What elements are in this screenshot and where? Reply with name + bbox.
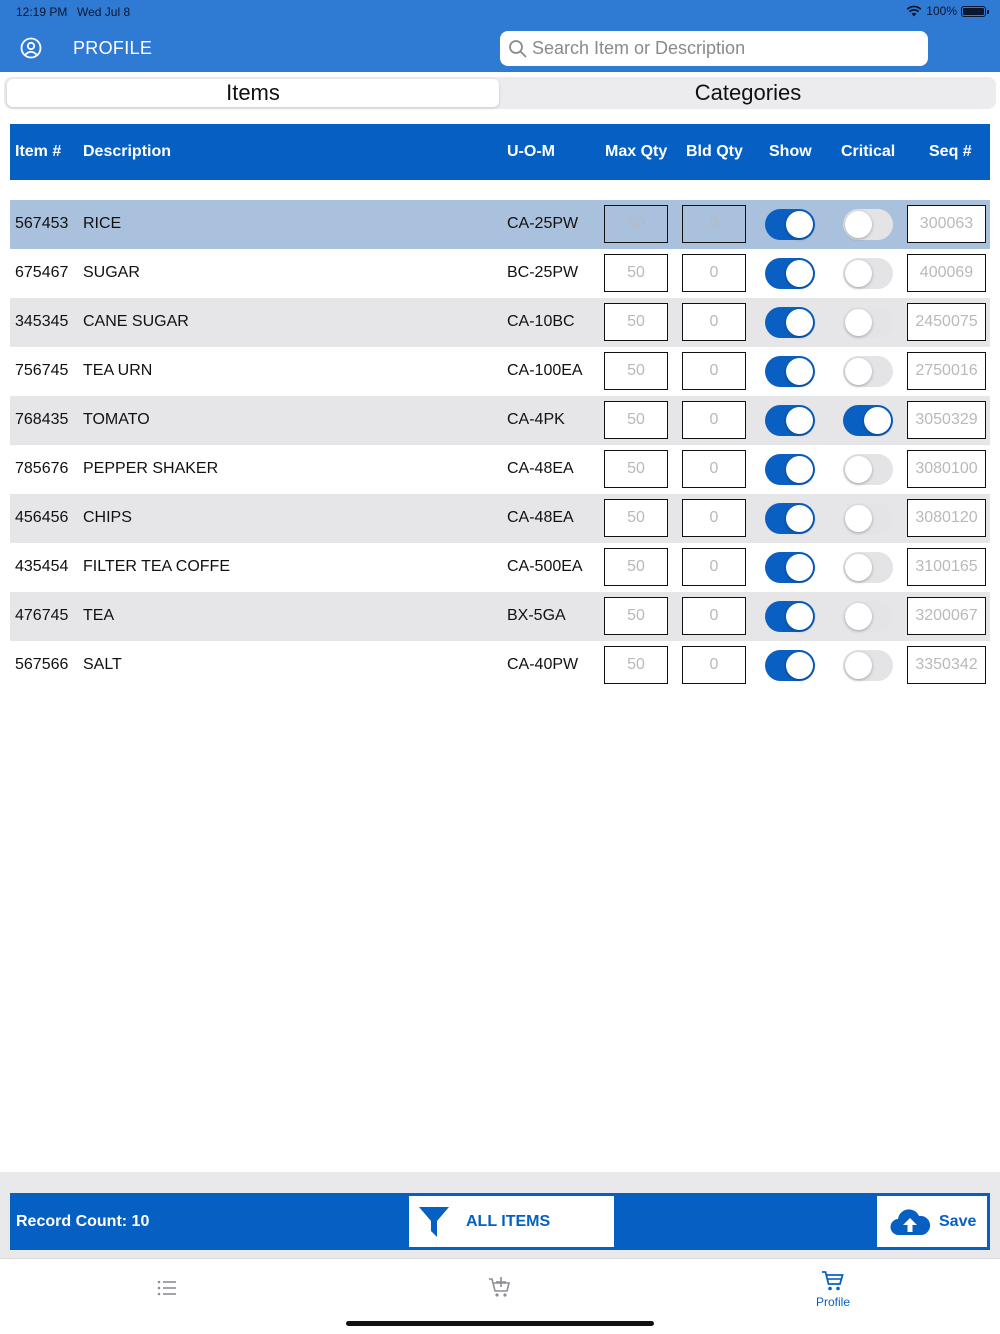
max-qty-field[interactable]: 50 [604,548,668,586]
item-number: 785676 [15,460,69,477]
critical-toggle[interactable] [843,405,893,436]
search-input[interactable] [532,38,912,59]
top-bar [0,0,1000,72]
status-date: Wed Jul 8 [77,5,131,19]
item-number: 476745 [15,607,69,624]
show-toggle[interactable] [765,258,815,289]
tab-list[interactable] [137,1269,197,1299]
max-qty-field[interactable]: 50 [604,205,668,243]
item-uom: CA-100EA [507,362,583,379]
bld-qty-field[interactable]: 0 [682,352,746,390]
table-row[interactable] [10,641,990,690]
max-qty-field[interactable]: 50 [604,401,668,439]
max-qty-field[interactable]: 50 [604,303,668,341]
item-number: 768435 [15,411,69,428]
column-uom[interactable]: U-O-M [507,143,555,160]
critical-toggle[interactable] [843,307,893,338]
bld-qty-field[interactable]: 0 [682,303,746,341]
column-critical[interactable]: Critical [841,143,896,160]
seq-field[interactable]: 2750016 [907,352,986,390]
record-count: Record Count: 10 [16,1213,150,1230]
critical-toggle[interactable] [843,650,893,681]
item-number: 756745 [15,362,69,379]
person-circle-icon[interactable] [20,37,42,59]
critical-toggle[interactable] [843,552,893,583]
status-time: 12:19 PM [16,5,68,19]
item-number: 456456 [15,509,69,526]
item-number: 567453 [15,215,69,232]
show-toggle[interactable] [765,307,815,338]
item-description: CANE SUGAR [83,313,189,330]
tab-profile-label: Profile [815,1295,850,1309]
item-description: SUGAR [83,264,140,281]
item-uom: CA-40PW [507,656,579,673]
all-items-filter-button[interactable] [409,1196,614,1247]
cart-icon [821,1269,845,1293]
item-uom: BC-25PW [507,264,579,281]
item-description: TEA URN [83,362,153,379]
item-number: 435454 [15,558,69,575]
seq-field[interactable]: 3100165 [907,548,986,586]
save-label: Save [939,1212,977,1230]
seq-field[interactable]: 3050329 [907,401,986,439]
save-button[interactable] [877,1196,987,1247]
seq-field[interactable]: 3080100 [907,450,986,488]
show-toggle[interactable] [765,209,815,240]
table-row[interactable] [10,494,990,543]
item-number: 567566 [15,656,69,673]
table-row[interactable] [10,298,990,347]
show-toggle[interactable] [765,405,815,436]
critical-toggle[interactable] [843,356,893,387]
item-uom: CA-10BC [507,313,575,330]
column-bld-qty[interactable]: Bld Qty [686,143,743,160]
max-qty-field[interactable]: 50 [604,499,668,537]
critical-toggle[interactable] [843,454,893,485]
action-bar [10,1193,990,1250]
item-number: 675467 [15,264,69,281]
segment-items[interactable]: Items [7,79,499,107]
item-uom: CA-48EA [507,509,574,526]
item-description: CHIPS [83,509,132,526]
show-toggle[interactable] [765,356,815,387]
seq-field[interactable]: 2450075 [907,303,986,341]
seq-field[interactable]: 3200067 [907,597,986,635]
column-seq[interactable]: Seq # [929,143,972,160]
header-gap [10,180,990,200]
column-description[interactable]: Description [83,143,172,160]
max-qty-field[interactable]: 50 [604,450,668,488]
item-number: 345345 [15,313,69,330]
max-qty-field[interactable]: 50 [604,254,668,292]
page-title: PROFILE [73,38,153,58]
cloud-upload-icon [889,1207,931,1237]
bld-qty-field[interactable]: 0 [682,450,746,488]
column-item[interactable]: Item # [15,143,62,160]
item-description: SALT [83,656,122,673]
critical-toggle[interactable] [843,209,893,240]
tab-profile[interactable] [803,1269,863,1309]
item-description: TOMATO [83,411,150,428]
item-uom: CA-500EA [507,558,583,575]
segment-categories[interactable]: Categories [694,80,802,105]
funnel-icon [418,1205,450,1239]
max-qty-field[interactable]: 50 [604,597,668,635]
max-qty-field[interactable]: 50 [604,352,668,390]
filter-label: ALL ITEMS [466,1212,551,1230]
battery-icon [961,6,986,17]
critical-toggle[interactable] [843,503,893,534]
item-uom: CA-25PW [507,215,579,232]
item-description: PEPPER SHAKER [83,460,219,477]
item-uom: CA-48EA [507,460,574,477]
item-description: RICE [83,215,122,232]
show-toggle[interactable] [765,552,815,583]
bld-qty-field[interactable]: 0 [682,254,746,292]
item-description: TEA [83,607,115,624]
tab-add-to-cart[interactable] [470,1269,530,1299]
table-row[interactable] [10,396,990,445]
max-qty-field[interactable]: 50 [604,646,668,684]
bld-qty-field[interactable]: 0 [682,401,746,439]
battery-percent: 100% [926,4,957,18]
column-show[interactable]: Show [769,143,812,160]
status-indicators [906,4,986,18]
item-uom: BX-5GA [507,607,566,624]
table-row[interactable] [10,249,990,298]
critical-toggle[interactable] [843,258,893,289]
table-header [10,124,990,180]
item-description: FILTER TEA COFFE [83,558,230,575]
show-toggle[interactable] [765,601,815,632]
show-toggle[interactable] [765,650,815,681]
item-uom: CA-4PK [507,411,565,428]
bld-qty-field[interactable]: 0 [682,597,746,635]
column-max-qty[interactable]: Max Qty [605,143,668,160]
home-indicator [346,1321,654,1326]
bld-qty-field[interactable]: 0 [682,205,746,243]
bld-qty-field[interactable]: 0 [682,499,746,537]
search-bar[interactable] [500,31,928,66]
items-table [10,124,990,1172]
seq-field[interactable]: 400069 [907,254,986,292]
seq-field[interactable]: 3350342 [907,646,986,684]
table-row[interactable] [10,543,990,592]
bld-qty-field[interactable]: 0 [682,646,746,684]
bld-qty-field[interactable]: 0 [682,548,746,586]
seq-field[interactable]: 300063 [907,205,986,243]
show-toggle[interactable] [765,454,815,485]
table-row[interactable] [10,200,990,249]
critical-toggle[interactable] [843,601,893,632]
table-row[interactable] [10,347,990,396]
show-toggle[interactable] [765,503,815,534]
magnifier-icon [508,39,528,59]
cart-add-icon [488,1275,512,1299]
list-icon [156,1277,178,1299]
table-row[interactable] [10,592,990,641]
seq-field[interactable]: 3080120 [907,499,986,537]
wifi-icon [906,5,922,17]
table-row[interactable] [10,445,990,494]
segmented-control [4,77,996,109]
